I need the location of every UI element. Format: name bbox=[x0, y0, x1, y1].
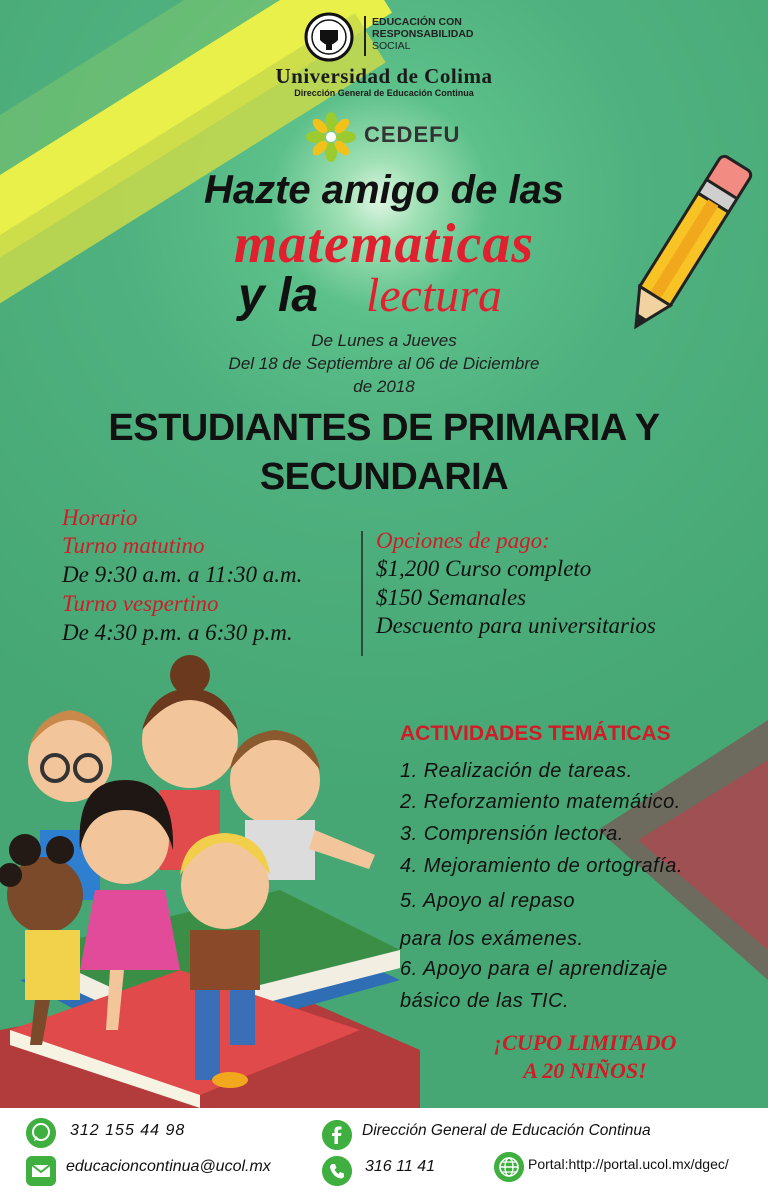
schedule-divider bbox=[361, 531, 363, 656]
university-slogan bbox=[372, 16, 474, 52]
limit-notice: ¡CUPO LIMITADO bbox=[493, 1030, 677, 1055]
university-name: Universidad de Colima bbox=[275, 64, 493, 88]
kids-on-books-icon bbox=[0, 650, 420, 1108]
contact-footer bbox=[0, 1108, 768, 1200]
evening-shift-time: De 4:30 p.m. a 6:30 p.m. bbox=[62, 620, 293, 645]
schedule-label: Horario bbox=[62, 505, 138, 530]
payment-label: Opciones de pago: bbox=[376, 528, 550, 553]
morning-shift-time: De 9:30 a.m. a 11:30 a.m. bbox=[62, 562, 303, 587]
activity-item: 2. Reforzamiento matemático. bbox=[400, 791, 681, 813]
audience-heading: ESTUDIANTES DE PRIMARIA Y bbox=[108, 407, 660, 449]
dates-line: De Lunes a Jueves bbox=[311, 331, 457, 350]
title-line: Hazte amigo de las bbox=[203, 168, 565, 212]
whatsapp-number[interactable]: 312 155 44 98 bbox=[70, 1122, 186, 1139]
evening-shift-label: Turno vespertino bbox=[62, 591, 219, 616]
limit-notice: A 20 NIÑOS! bbox=[523, 1058, 647, 1083]
cedefu-logo-icon bbox=[306, 112, 356, 162]
activity-item: 1. Realización de tareas. bbox=[400, 760, 633, 782]
activities-title: ACTIVIDADES TEMÁTICAS bbox=[400, 722, 671, 745]
whatsapp-icon[interactable] bbox=[26, 1118, 56, 1148]
university-emblem-icon bbox=[304, 12, 354, 62]
facebook-icon[interactable] bbox=[322, 1120, 352, 1150]
cedefu-name: CEDEFU bbox=[364, 122, 461, 147]
slogan-line: RESPONSABILIDAD bbox=[372, 28, 474, 40]
header-divider bbox=[364, 16, 366, 56]
dates-line: de 2018 bbox=[353, 377, 415, 396]
activity-item: 3. Comprensión lectora. bbox=[400, 823, 624, 845]
payment-option: Descuento para universitarios bbox=[376, 613, 656, 638]
dates-line: Del 18 de Septiembre al 06 de Diciembre bbox=[228, 354, 540, 373]
activity-item: 4. Mejoramiento de ortografía. bbox=[400, 855, 683, 877]
slogan-line: SOCIAL bbox=[372, 40, 411, 52]
audience-heading: SECUNDARIA bbox=[259, 456, 509, 498]
decor-triangle bbox=[568, 720, 768, 980]
email-icon[interactable] bbox=[26, 1156, 56, 1186]
phone-number[interactable]: 316 11 41 bbox=[365, 1158, 435, 1175]
phone-icon[interactable] bbox=[322, 1156, 352, 1186]
title-highlight: matematicas bbox=[233, 213, 535, 275]
payment-option: $1,200 Curso completo bbox=[376, 556, 592, 581]
activity-item: básico de las TIC. bbox=[400, 990, 570, 1012]
activity-item: 5. Apoyo al repaso bbox=[400, 890, 576, 912]
payment-option: $150 Semanales bbox=[376, 585, 527, 610]
slogan-line: EDUCACIÓN CON bbox=[372, 16, 462, 28]
activity-item: para los exámenes. bbox=[400, 928, 584, 950]
portal-link[interactable]: Portal:http://portal.ucol.mx/dgec/ bbox=[528, 1156, 729, 1172]
activity-item: 6. Apoyo para el aprendizaje bbox=[400, 958, 668, 980]
title-line: y la bbox=[238, 269, 319, 322]
morning-shift-label: Turno matutino bbox=[62, 533, 205, 558]
department-name: Dirección General de Educación Continua bbox=[294, 88, 474, 98]
email-link[interactable]: educacioncontinua@ucol.mx bbox=[66, 1158, 271, 1175]
web-icon[interactable] bbox=[494, 1152, 524, 1182]
title-highlight: lectura bbox=[366, 269, 502, 322]
facebook-page[interactable]: Dirección General de Educación Continua bbox=[362, 1122, 651, 1139]
